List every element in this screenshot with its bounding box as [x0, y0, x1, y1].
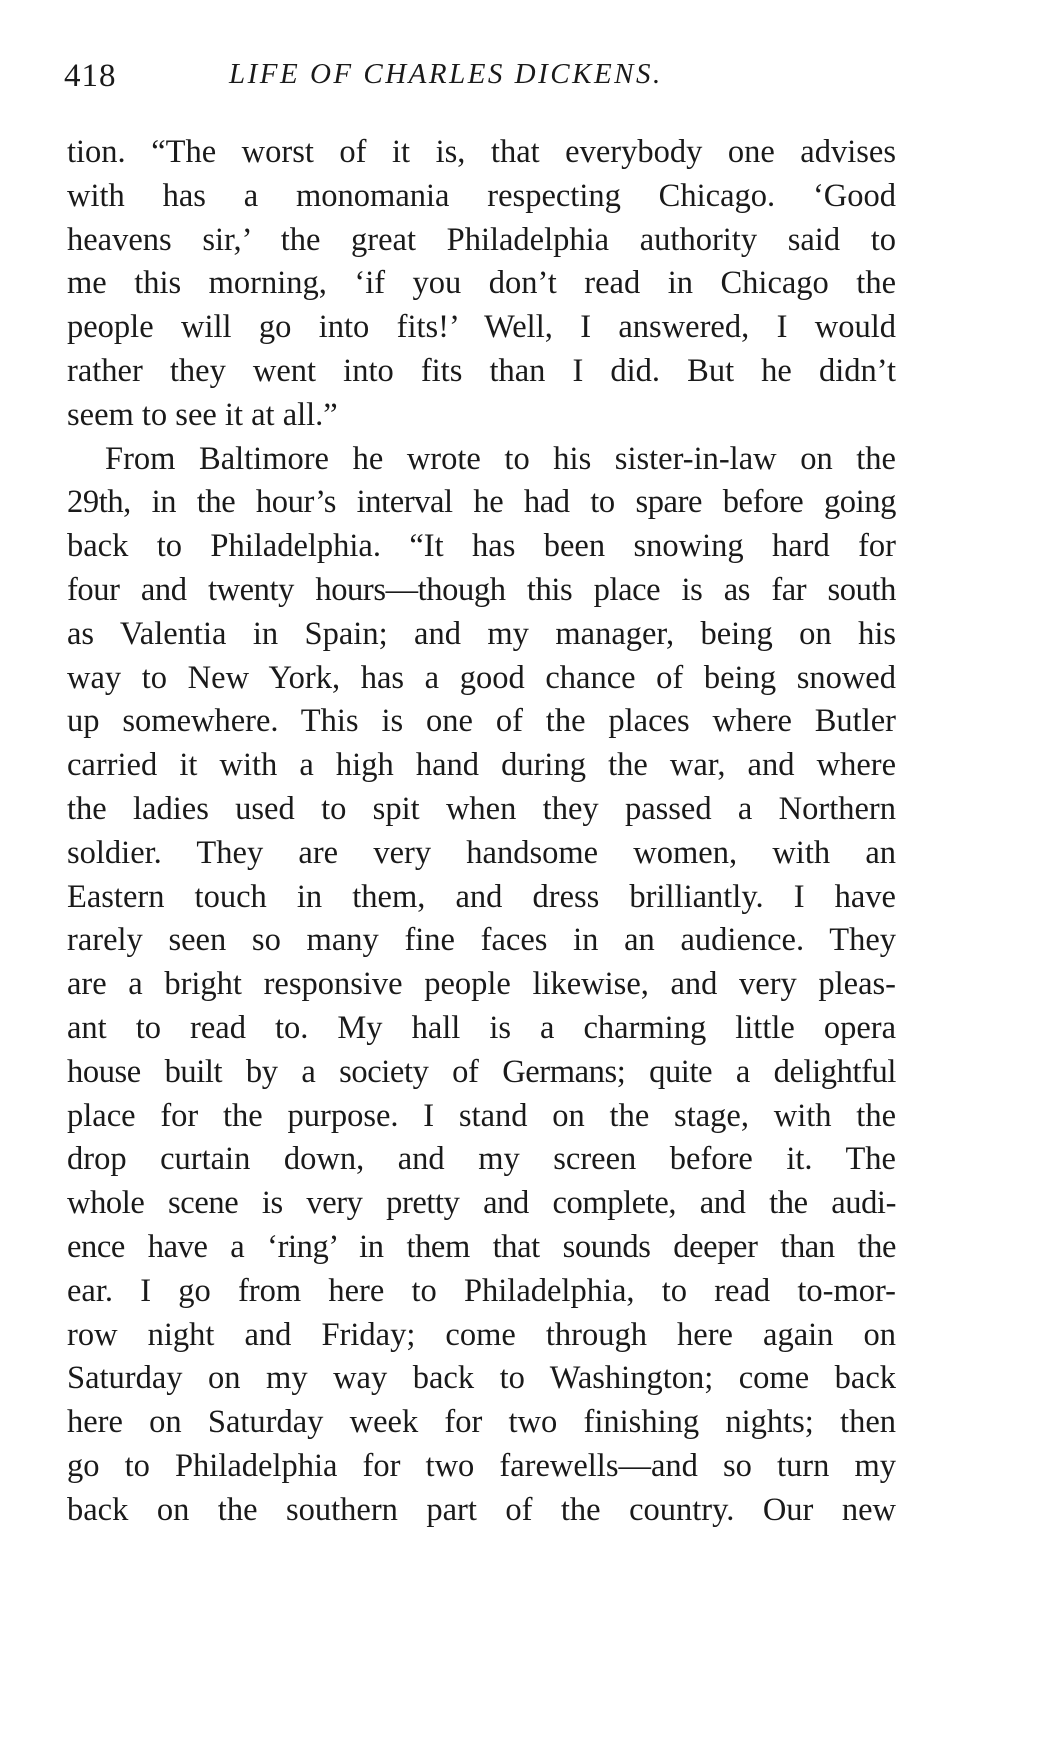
page-header — [64, 58, 944, 108]
text-line: ence have a ‘ring’ in them that sounds deeper than the — [67, 1228, 896, 1265]
text-line: Saturday on my way back to Washington; come back — [67, 1360, 896, 1397]
paragraph-first-line: From Baltimore he wrote to his sister-in-law on the — [105, 440, 896, 477]
text-line: ear. I go from here to Philadelphia, to read to-mor- — [67, 1272, 896, 1309]
text-line: people will go into fits!’ Well, I answered, I would — [67, 309, 896, 346]
text-line: row night and Friday; come through here again on — [67, 1316, 896, 1353]
text-line: place for the purpose. I stand on the stage, with the — [67, 1097, 896, 1134]
text-line: Eastern touch in them, and dress brilliantly. I have — [67, 878, 896, 915]
text-line: here on Saturday week for two finishing nights; then — [67, 1404, 896, 1441]
text-line: heavens sir,’ the great Philadelphia authority said to — [67, 221, 896, 258]
text-line: 29th, in the hour’s interval he had to spare before going — [67, 484, 896, 521]
text-line: seem to see it at all.” — [67, 396, 338, 433]
text-line: with has a monomania respecting Chicago. ‘Good — [67, 177, 896, 214]
text-line: back to Philadelphia. “It has been snowing hard for — [67, 528, 896, 565]
text-line: back on the southern part of the country. Our new — [67, 1491, 896, 1528]
text-line: drop curtain down, and my screen before it. The — [67, 1141, 896, 1178]
text-line: ant to read to. My hall is a charming little opera — [67, 1009, 896, 1046]
text-line: way to New York, has a good chance of being snowed — [67, 659, 896, 696]
body-text — [67, 131, 896, 1533]
text-line: four and twenty hours—though this place is as far south — [67, 571, 896, 608]
text-line: rather they went into fits than I did. But he didn’t — [67, 352, 896, 389]
text-line: as Valentia in Spain; and my manager, being on his — [67, 615, 896, 652]
text-line: up somewhere. This is one of the places where Butler — [67, 703, 896, 740]
text-line: me this morning, ‘if you don’t read in Chicago the — [67, 265, 896, 302]
running-head: LIFE OF CHARLES DICKENS. — [229, 58, 663, 90]
page-number: 418 — [64, 58, 117, 94]
text-line: whole scene is very pretty and complete, and the audi- — [67, 1185, 896, 1222]
text-line: are a bright responsive people likewise, and very pleas- — [67, 966, 896, 1003]
text-line: the ladies used to spit when they passed a Northern — [67, 790, 896, 827]
text-line: soldier. They are very handsome women, with an — [67, 834, 896, 871]
text-line: carried it with a high hand during the war, and where — [67, 747, 896, 784]
text-line: go to Philadelphia for two farewells—and so turn my — [67, 1447, 896, 1484]
text-line: tion. “The worst of it is, that everybody one advises — [67, 134, 896, 170]
text-line: rarely seen so many fine faces in an audience. They — [67, 922, 896, 959]
text-line: house built by a society of Germans; quite a delightful — [67, 1053, 896, 1090]
